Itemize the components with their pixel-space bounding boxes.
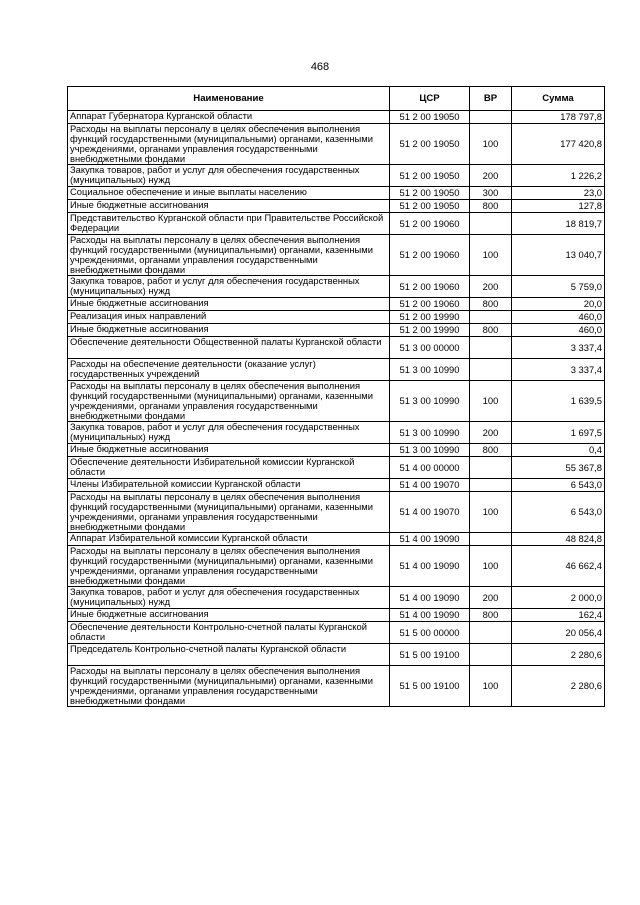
- table-row: [68, 187, 605, 200]
- row-csr-cell: 51 2 00 19050: [390, 111, 470, 124]
- page-number: 468: [310, 61, 330, 73]
- row-csr-cell: 51 4 00 19090: [390, 533, 470, 546]
- row-csr-cell: 51 4 00 00000: [390, 457, 470, 479]
- table-row: [68, 422, 605, 444]
- row-sum-cell: 460,0: [512, 324, 605, 337]
- row-sum-cell: 460,0: [512, 311, 605, 324]
- row-vr-cell: [470, 111, 512, 124]
- row-csr-cell: 51 4 00 19090: [390, 546, 470, 587]
- header-sum: Сумма: [512, 87, 605, 111]
- row-name-cell: Аппарат Избирательной комиссии Курганской области: [68, 533, 390, 546]
- row-sum-cell: 2 280,6: [512, 644, 605, 666]
- table-row: [68, 609, 605, 622]
- row-vr-cell: [470, 337, 512, 359]
- row-csr-cell: 51 4 00 19070: [390, 492, 470, 533]
- table-row: [68, 200, 605, 213]
- table-row: [68, 644, 605, 666]
- row-csr-cell: 51 4 00 19090: [390, 609, 470, 622]
- row-vr-cell: 800: [470, 609, 512, 622]
- row-name-cell: Аппарат Губернатора Курганской области: [68, 111, 390, 124]
- row-name-cell: Обеспечение деятельности Контрольно-счетной палаты Курганской области: [68, 622, 390, 644]
- row-name-cell: Закупка товаров, работ и услуг для обеспечения государственных (муниципальных) нужд: [68, 422, 390, 444]
- row-name-cell: Представительство Курганской области при Правительстве Российской Федерации: [68, 213, 390, 235]
- row-sum-cell: 2 280,6: [512, 666, 605, 707]
- row-vr-cell: 300: [470, 187, 512, 200]
- row-vr-cell: 800: [470, 200, 512, 213]
- row-name-cell: Председатель Контрольно-счетной палаты Курганской области: [68, 644, 390, 666]
- table-row: [68, 235, 605, 276]
- row-vr-cell: 800: [470, 298, 512, 311]
- row-csr-cell: 51 5 00 00000: [390, 622, 470, 644]
- row-csr-cell: 51 5 00 19100: [390, 666, 470, 707]
- row-sum-cell: 2 000,0: [512, 587, 605, 609]
- row-csr-cell: 51 4 00 19070: [390, 479, 470, 492]
- row-name-cell: Обеспечение деятельности Общественной палаты Курганской области: [68, 337, 390, 359]
- row-vr-cell: [470, 359, 512, 381]
- row-name-cell: Расходы на выплаты персоналу в целях обеспечения выполнения функций государственными (муниципальными) органами, казенными учреждениями, органами управления государственными внебюджетными фондами: [68, 666, 390, 707]
- row-vr-cell: 100: [470, 124, 512, 165]
- row-csr-cell: 51 3 00 10990: [390, 381, 470, 422]
- table-row: [68, 276, 605, 298]
- row-name-cell: Социальное обеспечение и иные выплаты населению: [68, 187, 390, 200]
- row-sum-cell: 23,0: [512, 187, 605, 200]
- table-row: [68, 666, 605, 707]
- row-sum-cell: 1 697,5: [512, 422, 605, 444]
- row-vr-cell: [470, 622, 512, 644]
- table-row: [68, 311, 605, 324]
- row-sum-cell: 46 662,4: [512, 546, 605, 587]
- table-row: [68, 492, 605, 533]
- row-csr-cell: 51 2 00 19060: [390, 213, 470, 235]
- budget-table: [67, 86, 605, 707]
- row-sum-cell: 162,4: [512, 609, 605, 622]
- table-row: [68, 213, 605, 235]
- row-vr-cell: 100: [470, 666, 512, 707]
- header-csr: ЦСР: [390, 87, 470, 111]
- row-vr-cell: 200: [470, 587, 512, 609]
- table-row: [68, 479, 605, 492]
- row-sum-cell: 1 639,5: [512, 381, 605, 422]
- row-sum-cell: 3 337,4: [512, 337, 605, 359]
- table-row: [68, 533, 605, 546]
- row-csr-cell: 51 4 00 19090: [390, 587, 470, 609]
- table-body: [68, 111, 605, 707]
- header-name: Наименование: [68, 87, 390, 111]
- row-name-cell: Члены Избирательной комиссии Курганской области: [68, 479, 390, 492]
- row-vr-cell: 100: [470, 235, 512, 276]
- table-row: [68, 622, 605, 644]
- table-row: [68, 587, 605, 609]
- row-vr-cell: 100: [470, 492, 512, 533]
- row-name-cell: Расходы на выплаты персоналу в целях обеспечения выполнения функций государственными (муниципальными) органами, казенными учреждениями, органами управления государственными внебюджетными фондами: [68, 546, 390, 587]
- row-vr-cell: [470, 644, 512, 666]
- row-csr-cell: 51 2 00 19050: [390, 124, 470, 165]
- table-row: [68, 381, 605, 422]
- table-row: [68, 111, 605, 124]
- table-header-row: [68, 87, 605, 111]
- row-csr-cell: 51 2 00 19060: [390, 235, 470, 276]
- header-vr: ВР: [470, 87, 512, 111]
- row-sum-cell: 127,8: [512, 200, 605, 213]
- row-sum-cell: 6 543,0: [512, 479, 605, 492]
- row-name-cell: Реализация иных направлений: [68, 311, 390, 324]
- row-csr-cell: 51 3 00 10990: [390, 444, 470, 457]
- row-name-cell: Иные бюджетные ассигнования: [68, 609, 390, 622]
- row-sum-cell: 3 337,4: [512, 359, 605, 381]
- table-row: [68, 298, 605, 311]
- row-name-cell: Иные бюджетные ассигнования: [68, 444, 390, 457]
- row-sum-cell: 13 040,7: [512, 235, 605, 276]
- row-vr-cell: 100: [470, 381, 512, 422]
- row-csr-cell: 51 2 00 19990: [390, 311, 470, 324]
- row-name-cell: Расходы на выплаты персоналу в целях обеспечения выполнения функций государственными (муниципальными) органами, казенными учреждениями, органами управления государственными внебюджетными фондами: [68, 124, 390, 165]
- row-vr-cell: [470, 457, 512, 479]
- row-name-cell: Обеспечение деятельности Избирательной комиссии Курганской области: [68, 457, 390, 479]
- table-row: [68, 337, 605, 359]
- row-csr-cell: 51 3 00 10990: [390, 359, 470, 381]
- row-vr-cell: 200: [470, 165, 512, 187]
- row-vr-cell: [470, 533, 512, 546]
- row-csr-cell: 51 2 00 19050: [390, 187, 470, 200]
- row-csr-cell: 51 3 00 10990: [390, 422, 470, 444]
- row-vr-cell: [470, 213, 512, 235]
- table-row: [68, 359, 605, 381]
- row-sum-cell: 0,4: [512, 444, 605, 457]
- row-sum-cell: 55 367,8: [512, 457, 605, 479]
- row-csr-cell: 51 2 00 19050: [390, 200, 470, 213]
- row-vr-cell: [470, 311, 512, 324]
- row-sum-cell: 5 759,0: [512, 276, 605, 298]
- row-sum-cell: 20 056,4: [512, 622, 605, 644]
- row-sum-cell: 178 797,8: [512, 111, 605, 124]
- row-sum-cell: 1 226,2: [512, 165, 605, 187]
- row-sum-cell: 48 824,8: [512, 533, 605, 546]
- row-vr-cell: 100: [470, 546, 512, 587]
- row-csr-cell: 51 3 00 00000: [390, 337, 470, 359]
- row-vr-cell: 200: [470, 276, 512, 298]
- row-sum-cell: 6 543,0: [512, 492, 605, 533]
- row-sum-cell: 18 819,7: [512, 213, 605, 235]
- row-csr-cell: 51 2 00 19050: [390, 165, 470, 187]
- row-name-cell: Закупка товаров, работ и услуг для обеспечения государственных (муниципальных) нужд: [68, 165, 390, 187]
- row-name-cell: Иные бюджетные ассигнования: [68, 200, 390, 213]
- row-vr-cell: 800: [470, 324, 512, 337]
- row-vr-cell: [470, 479, 512, 492]
- table-row: [68, 444, 605, 457]
- table-row: [68, 124, 605, 165]
- row-name-cell: Иные бюджетные ассигнования: [68, 298, 390, 311]
- row-name-cell: Расходы на обеспечение деятельности (оказание услуг) государственных учреждений: [68, 359, 390, 381]
- row-sum-cell: 177 420,8: [512, 124, 605, 165]
- row-name-cell: Расходы на выплаты персоналу в целях обеспечения выполнения функций государственными (муниципальными) органами, казенными учреждениями, органами управления государственными внебюджетными фондами: [68, 235, 390, 276]
- row-csr-cell: 51 2 00 19990: [390, 324, 470, 337]
- row-name-cell: Расходы на выплаты персоналу в целях обеспечения выполнения функций государственными (муниципальными) органами, казенными учреждениями, органами управления государственными внебюджетными фондами: [68, 381, 390, 422]
- row-csr-cell: 51 2 00 19060: [390, 298, 470, 311]
- row-name-cell: Закупка товаров, работ и услуг для обеспечения государственных (муниципальных) нужд: [68, 587, 390, 609]
- row-name-cell: Иные бюджетные ассигнования: [68, 324, 390, 337]
- row-csr-cell: 51 5 00 19100: [390, 644, 470, 666]
- table-row: [68, 546, 605, 587]
- row-name-cell: Расходы на выплаты персоналу в целях обеспечения выполнения функций государственными (муниципальными) органами, казенными учреждениями, органами управления государственными внебюджетными фондами: [68, 492, 390, 533]
- row-csr-cell: 51 2 00 19060: [390, 276, 470, 298]
- table-row: [68, 165, 605, 187]
- table-row: [68, 324, 605, 337]
- row-vr-cell: 200: [470, 422, 512, 444]
- row-name-cell: Закупка товаров, работ и услуг для обеспечения государственных (муниципальных) нужд: [68, 276, 390, 298]
- row-vr-cell: 800: [470, 444, 512, 457]
- row-sum-cell: 20,0: [512, 298, 605, 311]
- table-row: [68, 457, 605, 479]
